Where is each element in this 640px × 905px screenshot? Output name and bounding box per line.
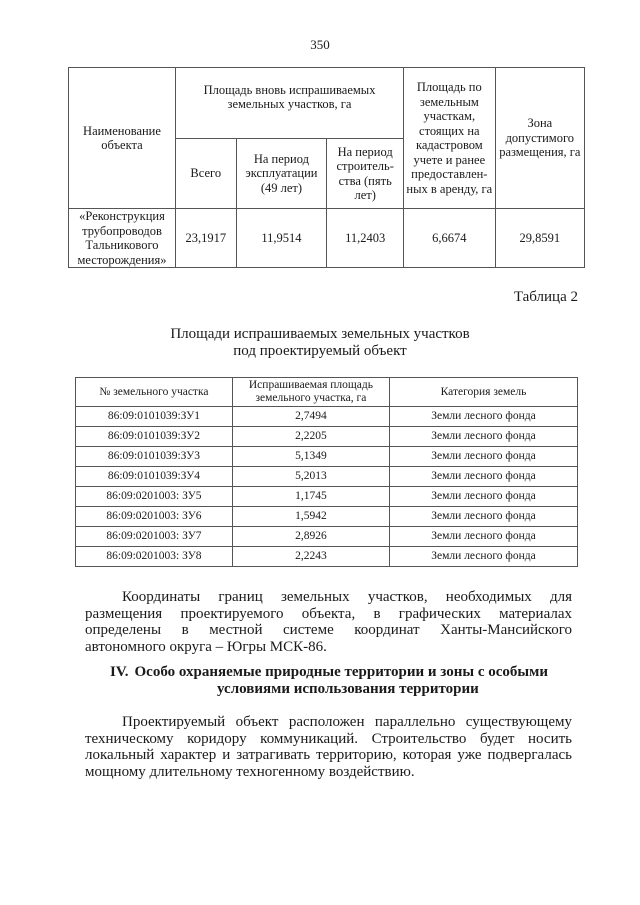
table-row	[76, 407, 578, 427]
section-title-line-2: условиями использования территории	[217, 681, 479, 697]
table-title-line-2: под проектируемый объект	[233, 343, 407, 359]
cell-land-category: Земли лесного фонда	[389, 487, 577, 507]
cell-land-category: Земли лесного фонда	[389, 427, 577, 447]
cell-plot-number: 86:09:0101039:ЗУ2	[76, 427, 233, 447]
cell-land-category: Земли лесного фонда	[389, 547, 577, 567]
table-row	[76, 507, 578, 527]
cell-plot-number: 86:09:0101039:ЗУ4	[76, 467, 233, 487]
table-title-line-1: Площади испрашиваемых земельных участков	[170, 326, 470, 342]
header-cadastral-area: Площадь по земельным участкам, стоящих на кадастровом учете и ранее предоставлен-ных в аренду, га	[404, 68, 496, 209]
header-total: Всего	[175, 139, 236, 209]
table-row	[76, 467, 578, 487]
cell-plot-number: 86:09:0201003: ЗУ6	[76, 507, 233, 527]
cell-requested-area: 2,2205	[232, 427, 389, 447]
header-allowed-zone: Зона допустимого размещения, га	[495, 68, 584, 209]
land-plots-table	[75, 377, 578, 567]
header-plot-number: № земельного участка	[76, 378, 233, 407]
cell-requested-area: 2,7494	[232, 407, 389, 427]
header-construction-period: На период строитель-ства (пять лет)	[327, 139, 404, 209]
table-row	[76, 427, 578, 447]
cell-object-name: «Реконструкция трубопроводов Тальникового месторождения»	[69, 209, 176, 268]
cell-requested-area: 5,2013	[232, 467, 389, 487]
header-requested-area-group: Площадь вновь испрашиваемых земельных участков, га	[175, 68, 403, 139]
cell-plot-number: 86:09:0201003: ЗУ5	[76, 487, 233, 507]
cell-plot-number: 86:09:0101039:ЗУ3	[76, 447, 233, 467]
requested-area-summary-table	[68, 67, 585, 268]
section-title-line-1: Особо охраняемые природные территории и зоны с особыми	[134, 664, 548, 680]
cell-land-category: Земли лесного фонда	[389, 407, 577, 427]
cell-allowed-zone: 29,8591	[495, 209, 584, 268]
cell-operation-period: 11,9514	[236, 209, 327, 268]
cell-land-category: Земли лесного фонда	[389, 527, 577, 547]
cell-total: 23,1917	[175, 209, 236, 268]
table-row	[69, 209, 585, 268]
table-row	[76, 447, 578, 467]
cell-construction-period: 11,2403	[327, 209, 404, 268]
header-object-name: Наименование объекта	[69, 68, 176, 209]
cell-cadastral-area: 6,6674	[404, 209, 496, 268]
header-requested-area: Испрашиваемая площадь земельного участка, га	[232, 378, 389, 407]
page-number: 350	[310, 37, 330, 52]
cell-plot-number: 86:09:0101039:ЗУ1	[76, 407, 233, 427]
section-number: IV.	[110, 664, 129, 680]
table-title	[0, 326, 640, 360]
cell-requested-area: 5,1349	[232, 447, 389, 467]
cell-land-category: Земли лесного фонда	[389, 507, 577, 527]
location-paragraph: Проектируемый объект расположен параллельно существующему техническому коридору коммуникаций. Строительство будет носить локальный характер и затрагивать территорию, которая уже подвергалась мощному длительному техногенному воздействию.	[85, 714, 572, 781]
cell-land-category: Земли лесного фонда	[389, 467, 577, 487]
table-row	[76, 527, 578, 547]
section-heading	[110, 664, 580, 698]
cell-requested-area: 1,1745	[232, 487, 389, 507]
cell-requested-area: 2,2243	[232, 547, 389, 567]
cell-land-category: Земли лесного фонда	[389, 447, 577, 467]
cell-plot-number: 86:09:0201003: ЗУ7	[76, 527, 233, 547]
coordinates-paragraph: Координаты границ земельных участков, необходимых для размещения проектируемого объекта, в графических материалах определены в местной системе координат Ханты-Мансийского автономного округа – Югры МСК-86.	[85, 589, 572, 656]
table-row	[76, 547, 578, 567]
table-row	[76, 487, 578, 507]
header-operation-period: На период эксплуатации (49 лет)	[236, 139, 327, 209]
header-land-category: Категория земель	[389, 378, 577, 407]
cell-requested-area: 2,8926	[232, 527, 389, 547]
table-label: Таблица 2	[513, 289, 578, 305]
cell-requested-area: 1,5942	[232, 507, 389, 527]
cell-plot-number: 86:09:0201003: ЗУ8	[76, 547, 233, 567]
